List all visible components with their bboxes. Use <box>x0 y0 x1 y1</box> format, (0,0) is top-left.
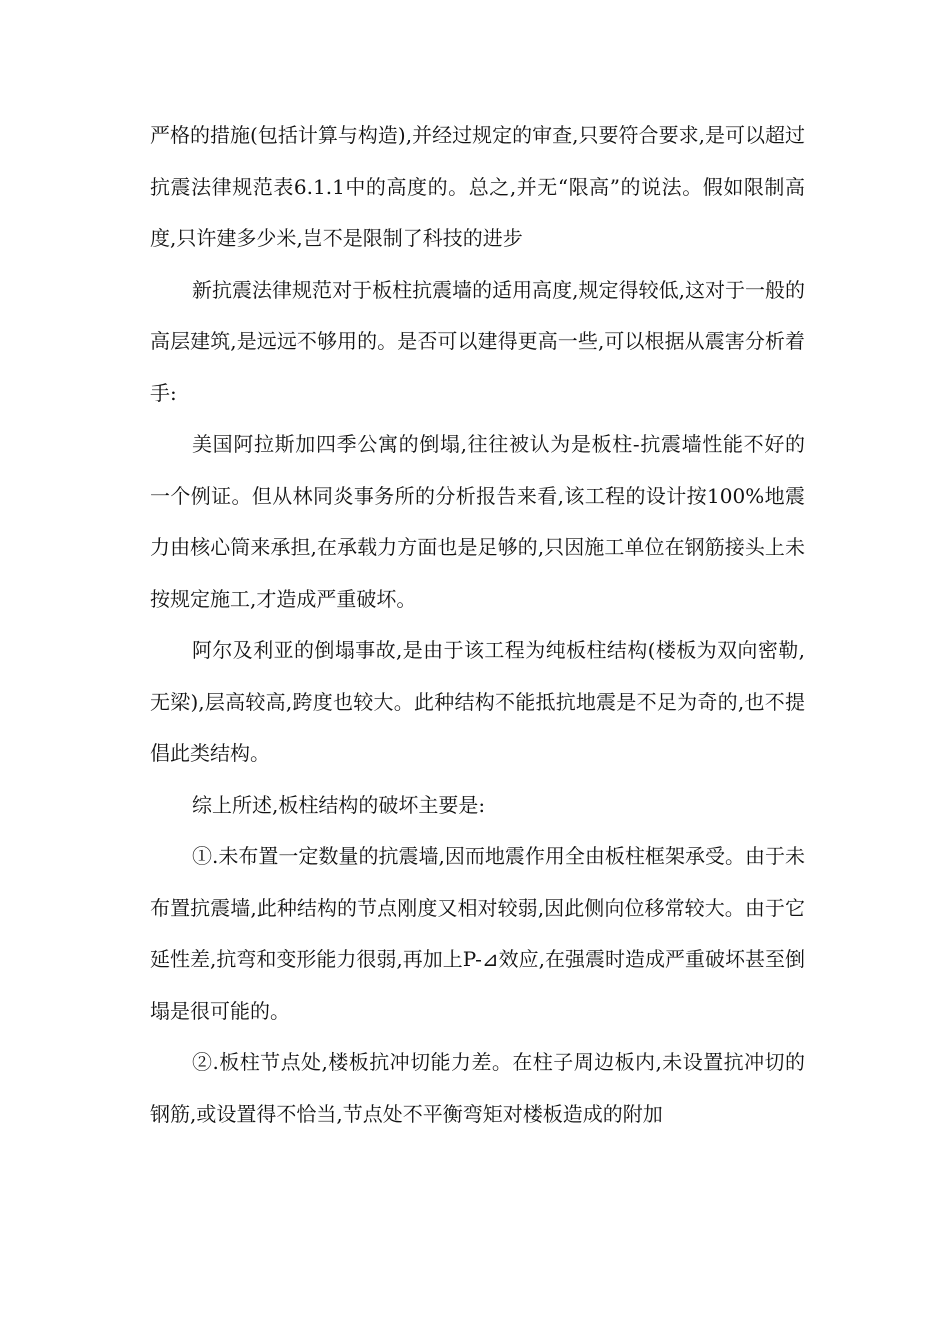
paragraph-3: 美国阿拉斯加四季公寓的倒塌,往往被认为是板柱-抗震墙性能不好的一个例证。但从林同炎事务所的分析报告来看,该工程的设计按100%地震力由核心筒来承担,在承载力方面也是足够的,只因施工单位在钢筋接头上未按规定施工,才造成严重破坏。 <box>150 432 805 611</box>
paragraph-4: 阿尔及利亚的倒塌事故,是由于该工程为纯板柱结构(楼板为双向密勒,无梁),层高较高,跨度也较大。此种结构不能抵抗地震是不足为奇的,也不提倡此类结构。 <box>150 638 805 765</box>
paragraph-5: 综上所述,板柱结构的破坏主要是: <box>192 792 486 817</box>
paragraph-2: 新抗震法律规范对于板柱抗震墙的适用高度,规定得较低,这对于一般的高层建筑,是远远不够用的。是否可以建得更高一些,可以根据从震害分析着手: <box>150 277 805 405</box>
paragraph-6: ①.未布置一定数量的抗震墙,因而地震作用全由板柱框架承受。由于未布置抗震墙,此种结构的节点刚度又相对较弱,因此侧向位移常较大。由于它延性差,抗弯和变形能力很弱,再加上P-⊿效应,在强震时造成严重破坏甚至倒塌是很可能的。 <box>150 844 805 1023</box>
paragraph-1: 严格的措施(包括计算与构造),并经过规定的审查,只要符合要求,是可以超过抗震法律规范表6.1.1中的高度的。总之,并无“限高”的说法。假如限制高度,只许建多少米,岂不是限制了科技的进步 <box>150 123 805 250</box>
document-body <box>150 110 805 1140</box>
paragraph-7: ②.板柱节点处,楼板抗冲切能力差。在柱子周边板内,未设置抗冲切的钢筋,或设置得不恰当,节点处不平衡弯矩对楼板造成的附加 <box>150 1050 805 1126</box>
